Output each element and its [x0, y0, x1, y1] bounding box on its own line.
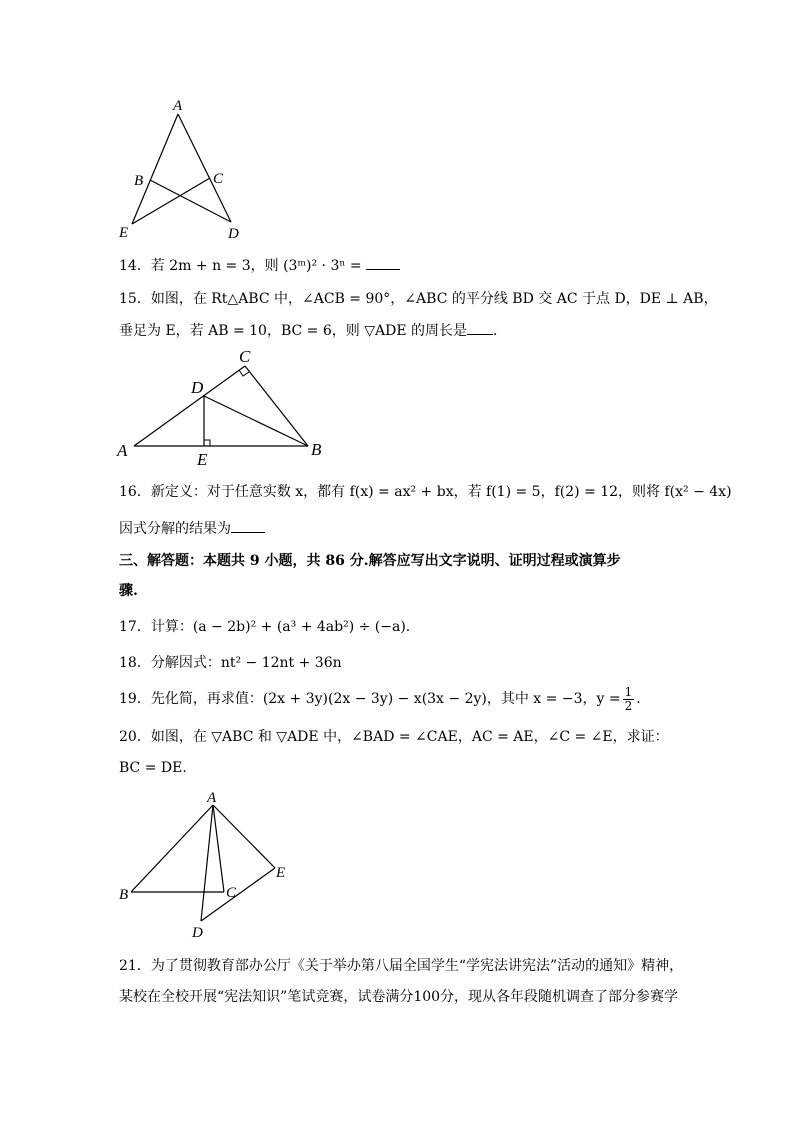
segment-DE — [201, 868, 275, 921]
q16-line1: 16．新定义：对于任意实数 x，都有 f(x) = ax² + bx，若 f(1) = 5，f(2) = 12，则将 f(x² − 4x) — [119, 484, 732, 500]
q14-answer-blank — [366, 257, 400, 270]
q19-fraction-denominator: 2 — [624, 698, 633, 713]
section3-line2: 骤. — [119, 583, 138, 599]
q21-line1: 21．为了贯彻教育部办公厅《关于举办第八届全国学生“学宪法讲宪法”活动的通知》精神， — [119, 958, 684, 974]
q15-line2: 垂足为 E，若 AB = 10，BC = 6，则 ▽ADE 的周长是 — [119, 323, 467, 339]
q20-line1: 20．如图，在 ▽ABC 和 ▽ADE 中，∠BAD = ∠CAE，AC = AE，∠C = ∠E，求证： — [119, 729, 669, 745]
figure-q20-svg — [112, 785, 302, 945]
q14-text: 14．若 2m + n = 3，则 (3ᵐ)² · 3ⁿ = — [119, 258, 367, 274]
q20-line2: BC = DE. — [119, 760, 187, 776]
section-3-heading-line1 — [119, 551, 621, 571]
q19-text: 19．先化简，再求值：(2x + 3y)(2x − 3y) − x(3x − 2y)，其中 x = −3，y = — [119, 691, 621, 707]
label-C: C — [213, 171, 224, 187]
q16-line2: 因式分解的结果为 — [119, 521, 231, 537]
question-20-line2 — [119, 758, 187, 778]
q15-line1: 15．如图，在 Rt△ABC 中，∠ACB = 90°，∠ABC 的平分线 BD 交 AC 于点 D，DE ⊥ AB， — [119, 291, 718, 307]
q15-answer-blank — [467, 322, 493, 335]
label-B: B — [119, 887, 129, 903]
figure-q15-svg — [115, 345, 335, 470]
question-21-line1 — [119, 956, 683, 976]
label-A: A — [207, 790, 217, 806]
right-angle-E — [204, 440, 210, 446]
segment-CB — [245, 366, 308, 446]
label-E: E — [119, 225, 129, 241]
label-B: B — [311, 440, 322, 459]
question-15-line1 — [119, 289, 718, 309]
section-3-heading-line2 — [119, 581, 138, 601]
label-A: A — [173, 98, 183, 114]
label-C: C — [226, 885, 237, 901]
segment-AD — [201, 805, 213, 921]
figure-q20 — [112, 785, 302, 945]
q19-end: . — [636, 691, 641, 707]
segment-AE — [132, 114, 178, 224]
question-21-line2 — [119, 987, 678, 1007]
segment-AD — [178, 114, 231, 222]
q17-text: 17．计算：(a − 2b)² + (a³ + 4ab²) ÷ (−a). — [119, 619, 411, 635]
segment-AC — [213, 805, 224, 892]
segment-AB — [131, 805, 213, 892]
question-17 — [119, 617, 410, 637]
question-16-line2 — [119, 519, 265, 539]
q16-answer-blank — [231, 520, 265, 533]
label-C: C — [239, 347, 251, 366]
q18-text: 18．分解因式：nt² − 12nt + 36n — [119, 655, 342, 671]
label-E: E — [197, 450, 208, 469]
label-A: A — [117, 441, 128, 460]
question-14 — [119, 256, 400, 276]
figure-q15 — [115, 345, 335, 470]
label-D: D — [191, 378, 204, 397]
question-18 — [119, 653, 342, 673]
label-D: D — [192, 925, 203, 941]
q19-fraction-numerator: 1 — [624, 684, 633, 699]
question-16-line1 — [119, 482, 732, 502]
question-19 — [119, 684, 641, 714]
label-E: E — [276, 865, 286, 881]
q19-fraction — [623, 686, 635, 713]
section3-line1: 三、解答题：本题共 9 小题，共 86 分.解答应写出文字说明、证明过程或演算步 — [119, 553, 621, 569]
question-15-line2: 垂足为 E，若 AB = 10，BC = 6，则 ▽ADE 的周长是 . — [119, 323, 498, 339]
figure-q13-svg — [112, 92, 252, 242]
segment-DB — [204, 396, 308, 446]
q21-line2: 某校在全校开展“宪法知识”笔试竞赛，试卷满分100分，现从各年段随机调查了部分参赛学 — [119, 989, 679, 1005]
segment-AE — [213, 805, 275, 868]
question-20-line1 — [119, 727, 669, 747]
right-angle-C — [239, 370, 249, 376]
segment-CE — [132, 178, 210, 224]
segment-AC — [134, 366, 245, 446]
figure-q13 — [112, 92, 252, 242]
label-D: D — [228, 226, 239, 242]
label-B: B — [134, 173, 144, 189]
